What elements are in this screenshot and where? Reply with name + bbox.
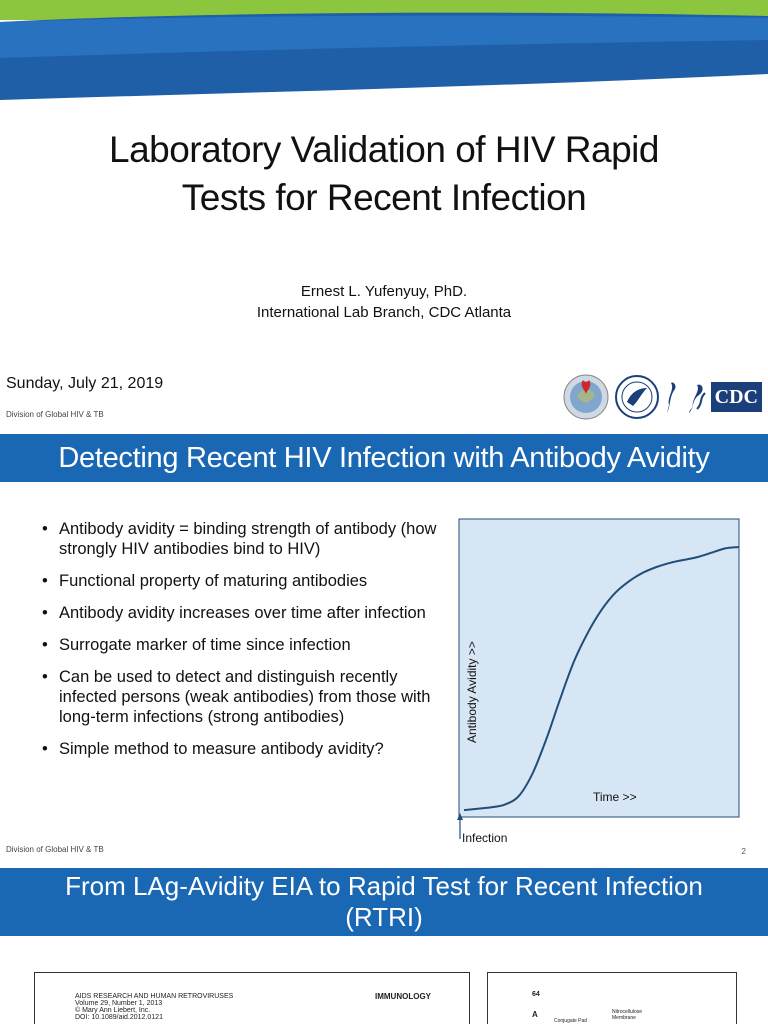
bullet-item: • Surrogate marker of time since infection — [42, 635, 452, 655]
header-banner — [0, 0, 768, 100]
cdc-text: CDC — [711, 382, 762, 412]
paper-line: © Mary Ann Liebert, Inc. — [75, 1007, 151, 1014]
cdc-logo — [685, 379, 762, 415]
heading-line-1: From LAg-Avidity EIA to Rapid Test for Recent Infection — [65, 871, 703, 901]
hhs-eagle-icon — [615, 374, 659, 420]
page-number: 2 — [741, 847, 746, 856]
membrane-label: Nitrocellulose Membrane — [612, 1009, 643, 1021]
logo-group — [563, 374, 762, 420]
figure-panel-label: A — [532, 1010, 538, 1019]
pepfar-seal-icon — [563, 374, 609, 420]
bullet-item: • Functional property of maturing antibodies — [42, 571, 452, 591]
presentation-date: Sunday, July 21, 2019 — [6, 375, 164, 392]
paper-thumbnail-1 — [34, 972, 470, 1024]
bullet-item: • Can be used to detect and distinguish recently infected persons (weak antibodies) from those with long-term infections (strong antibodies) — [42, 667, 452, 727]
bullet-item: • Simple method to measure antibody avidity? — [42, 739, 452, 759]
avidity-chart — [456, 517, 756, 850]
bullet-item: • Antibody avidity = binding strength of antibody (how strongly HIV antibodies bind to HIV) — [42, 519, 452, 559]
footer-text: Division of Global HIV & TB — [6, 410, 104, 419]
paper-line: Volume 29, Number 1, 2013 — [75, 1000, 163, 1007]
title-line-2: Tests for Recent Infection — [181, 177, 587, 218]
paper-section: IMMUNOLOGY — [375, 992, 431, 1001]
paper-page-number: 64 — [532, 991, 540, 998]
conjugate-pad-label: Conjugate Pad — [554, 1018, 588, 1024]
paper-line: AIDS RESEARCH AND HUMAN RETROVIRUSES — [75, 993, 234, 1000]
title-slide — [0, 0, 768, 430]
content-slide-avidity — [0, 430, 768, 862]
bullet-list — [42, 519, 452, 771]
content-slide-rtri — [0, 862, 768, 1024]
paper-thumbnail-2 — [487, 972, 737, 1024]
plot-area — [459, 519, 739, 817]
title-line-1: Laboratory Validation of HIV Rapid — [109, 129, 659, 170]
slide-title — [0, 126, 768, 222]
avidity-chart-svg — [456, 517, 756, 845]
slide-heading — [0, 868, 768, 936]
hhs-figure-icon — [665, 379, 679, 415]
bullet-item: • Antibody avidity increases over time after infection — [42, 603, 452, 623]
infection-label: Infection — [462, 831, 508, 845]
heading-line-2: (RTRI) — [345, 902, 423, 932]
slide-heading: Detecting Recent HIV Infection with Antibody Avidity — [0, 434, 768, 482]
author-affiliation: International Lab Branch, CDC Atlanta — [256, 304, 512, 321]
x-axis-label: Time >> — [593, 790, 637, 804]
author-name: Ernest L. Yufenyuy, PhD. — [300, 283, 468, 300]
y-axis-label: Antibody Avidity >> — [465, 641, 479, 743]
footer-text: Division of Global HIV & TB — [6, 845, 104, 854]
paper-line: DOI: 10.1089/aid.2012.0121 — [75, 1014, 163, 1021]
